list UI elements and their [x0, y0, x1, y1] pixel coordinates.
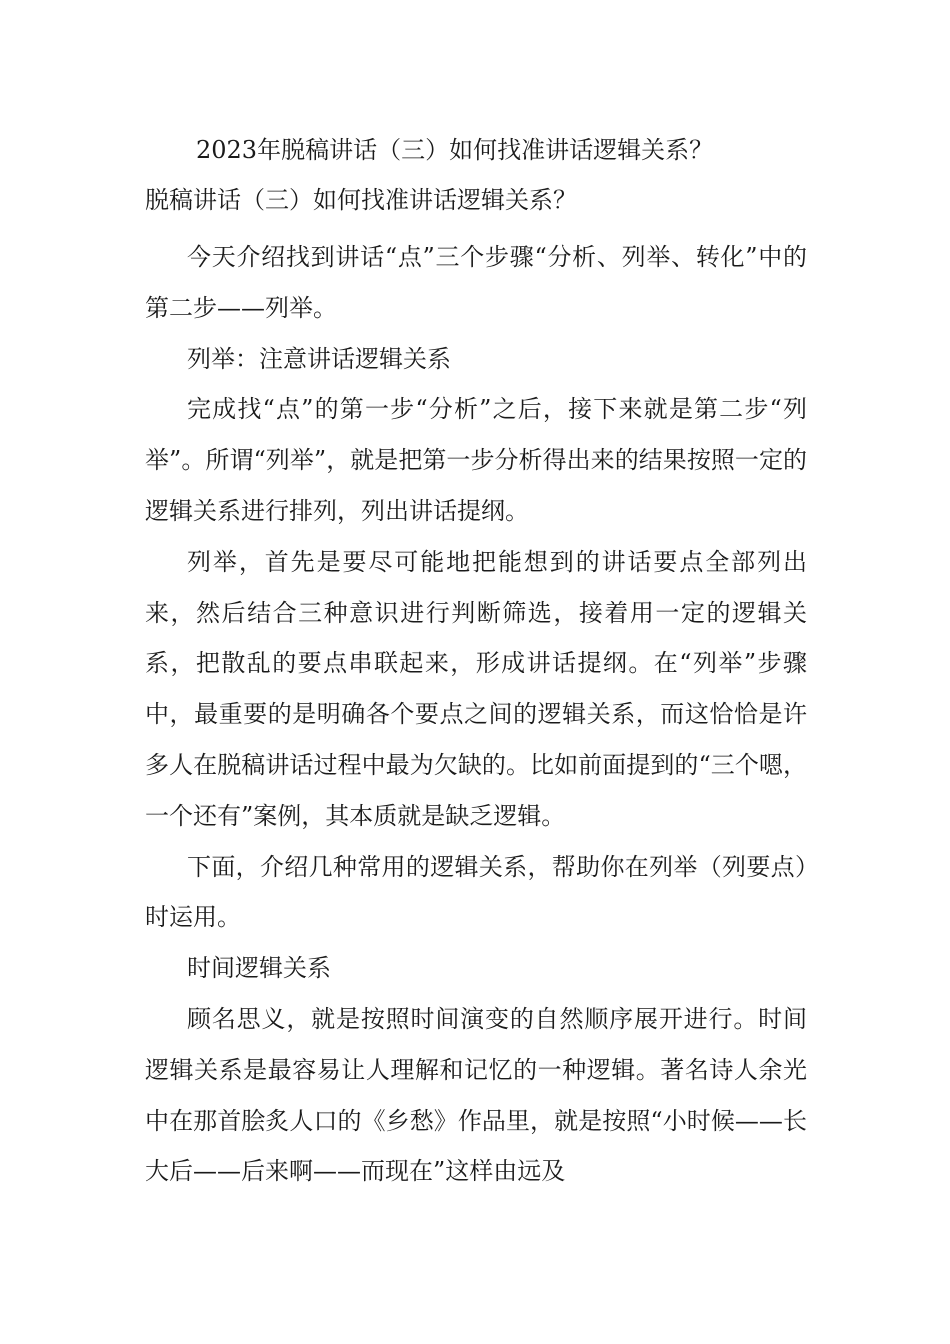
document-title: 2023年脱稿讲话（三）如何找准讲话逻辑关系？: [196, 136, 714, 164]
paragraph-intro: 今天介绍找到讲话“点”三个步骤“分析、列举、转化”中的第二步——列举。: [145, 243, 807, 322]
document-body: [145, 232, 807, 1197]
section-heading-time-logic: 时间逻辑关系: [187, 954, 331, 983]
paragraph-logic-intro: 下面，介绍几种常用的逻辑关系，帮助你在列举（列要点）时运用。: [145, 852, 807, 932]
paragraph-time-logic: 顾名思义，就是按照时间演变的自然顺序展开进行。时间逻辑关系是最容易让人理解和记忆的一种逻辑。著名诗人余光中在那首脍炙人口的《乡愁》作品里，就是按照“小时候——长大后——后来啊——而现在”这样由远及: [145, 1004, 807, 1186]
paragraph-listing-detail: 列举，首先是要尽可能地把能想到的讲话要点全部列出来，然后结合三种意识进行判断筛选，接着用一定的逻辑关系，把散乱的要点串联起来，形成讲话提纲。在“列举”步骤中，最重要的是明确各个要点之间的逻辑关系，而这恰恰是许多人在脱稿讲话过程中最为欠缺的。比如前面提到的“三个嗯，一个还有”案例，其本质就是缺乏逻辑。: [145, 547, 807, 830]
document-subtitle: 脱稿讲话（三）如何找准讲话逻辑关系？: [145, 186, 577, 214]
paragraph-listing-definition: 完成找“点”的第一步“分析”之后，接下来就是第二步“列举”。所谓“列举”，就是把第一步分析得出来的结果按照一定的逻辑关系进行排列，列出讲话提纲。: [145, 395, 807, 525]
section-heading-listing: 列举：注意讲话逻辑关系: [187, 344, 451, 373]
